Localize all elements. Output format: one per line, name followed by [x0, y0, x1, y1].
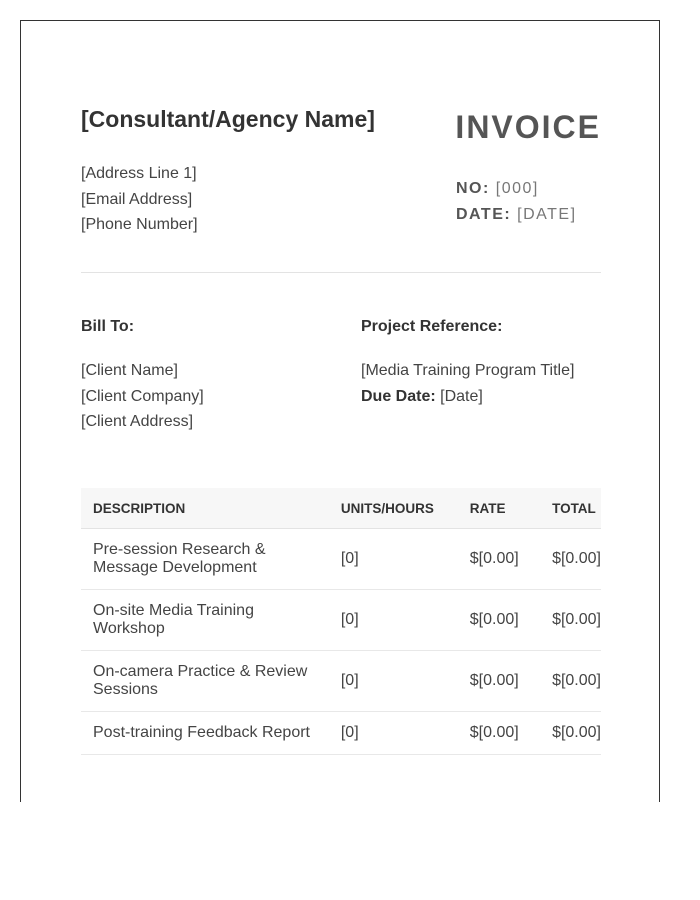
row-total: $[0.00] [540, 712, 601, 755]
row-description: Pre-session Research & Message Development [81, 529, 329, 590]
row-total: $[0.00] [540, 590, 601, 651]
bill-to-heading: Bill To: [81, 318, 135, 335]
invoice-meta [456, 176, 577, 228]
invoice-number-value: [000] [495, 180, 539, 197]
invoice-number [456, 176, 577, 202]
invoice-date [456, 202, 577, 228]
column-header-units: UNITS/HOURS [329, 488, 458, 529]
due-date [361, 384, 574, 410]
client-address: [Client Address] [81, 413, 194, 430]
row-units: [0] [329, 529, 458, 590]
due-date-value: [Date] [440, 387, 483, 405]
table-row [81, 651, 601, 712]
row-description: On-site Media Training Workshop [81, 590, 329, 651]
sender-address: [Address Line 1] [81, 165, 197, 182]
line-items-table [81, 488, 601, 755]
table-row [81, 590, 601, 651]
client-company: [Client Company] [81, 387, 204, 405]
sender-details [81, 161, 198, 238]
table-header-row [81, 488, 601, 529]
invoice-sheet [20, 20, 660, 802]
project-title: [Media Training Program Title] [361, 362, 575, 379]
header-divider [81, 272, 601, 273]
sender-phone: [Phone Number] [81, 216, 198, 233]
row-description: On-camera Practice & Review Sessions [81, 651, 329, 712]
row-units: [0] [329, 712, 458, 755]
due-date-label: Due Date: [361, 387, 436, 405]
row-total: $[0.00] [540, 651, 601, 712]
row-rate: $[0.00] [458, 712, 540, 755]
project-reference-heading: Project Reference: [361, 318, 503, 335]
project-details [361, 358, 574, 409]
table-row [81, 712, 601, 755]
row-total: $[0.00] [540, 529, 601, 590]
column-header-description: DESCRIPTION [81, 488, 329, 529]
invoice-title: INVOICE [455, 109, 601, 145]
client-name: [Client Name] [81, 362, 178, 379]
sender-email: [Email Address] [81, 190, 193, 208]
row-units: [0] [329, 651, 458, 712]
column-header-total: TOTAL [540, 488, 601, 529]
row-units: [0] [329, 590, 458, 651]
invoice-date-value: [DATE] [517, 206, 577, 223]
row-rate: $[0.00] [458, 529, 540, 590]
bill-to-details [81, 358, 204, 435]
row-rate: $[0.00] [458, 590, 540, 651]
column-header-rate: RATE [458, 488, 540, 529]
consultant-name: [Consultant/Agency Name] [81, 106, 375, 132]
invoice-number-label: NO: [456, 180, 490, 197]
row-description: Post-training Feedback Report [81, 712, 329, 755]
table-row [81, 529, 601, 590]
invoice-date-label: DATE: [456, 206, 512, 223]
row-rate: $[0.00] [458, 651, 540, 712]
